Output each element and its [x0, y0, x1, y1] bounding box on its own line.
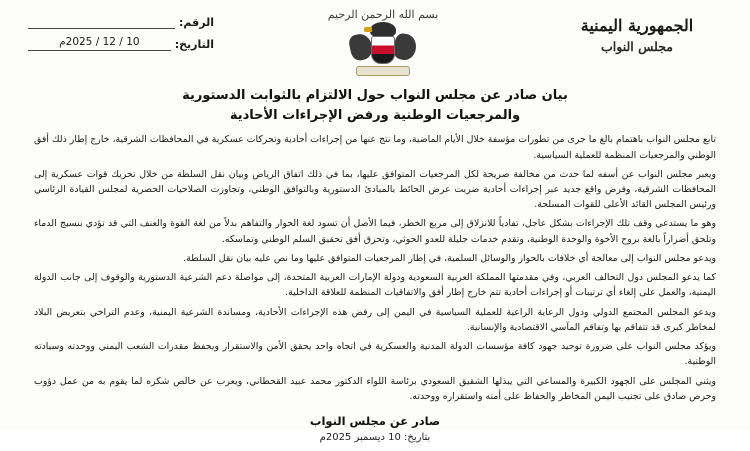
reference-number-row	[28, 14, 214, 29]
paragraph: ويدعو المجلس المجتمع الدولي ودول الرعاية الراعية للعملية السياسية في اليمن إلى رفض هذه الإجراءات الأحادية، ومساندة الشرعية اليمنية، وعدم التراخي بتعريض البلاد لمخاطر كبرى قد تتفاقم بها وتفاقم المآسي الاقتصادية والإنسانية.	[34, 306, 716, 333]
basmala-text: بسم الله الرحمن الرحيم	[327, 8, 439, 21]
page-title-line-2: والمرجعيات الوطنية ورفض الإجراءات الأحادية	[229, 108, 521, 124]
reference-number-value	[28, 14, 175, 29]
document-body	[28, 132, 722, 404]
reference-fields	[28, 6, 214, 58]
page-title	[70, 86, 681, 126]
paragraph: ويعبر مجلس النواب عن أسفه لما حدث من مخالفة صريحة لكل المرجعيات المتوافق عليها، بما في ذلك اتفاق الرياض وبيان نقل السلطة من خلال تحريك قوات عسكرية إلى المحافظات الشرقية، وفرض واقع جديد عبر إجراءات أحادية ضربت عرض الحائط بالمبادئ الدستورية وبالتوافق الوطني، وتجاوزت الصلاحيات الحصرية لمجلس القيادة الرئاسي ورئيس المجلس القائد الأعلى للقوات المسلحة.	[34, 168, 716, 211]
emblem-wing-right	[392, 32, 419, 62]
reference-date-label: التاريخ:	[174, 38, 214, 51]
emblem-scroll	[356, 66, 410, 76]
paragraph: ويدعو مجلس النواب إلى معالجة أي خلافات بالحوار والوسائل السلمية، في إطار المرجعيات المتوافق عليها وما نص عليه بيان نقل السلطة.	[183, 252, 716, 264]
signature-issuer: صادر عن مجلس النواب	[309, 414, 441, 429]
footer-spacer	[28, 443, 722, 451]
emblem-shield	[371, 36, 395, 64]
organization-title: الجمهورية اليمنية	[580, 16, 694, 35]
reference-date-row	[28, 36, 214, 51]
paragraph: تابع مجلس النواب باهتمام بالغ ما جرى من تطورات مؤسفة خلال الأيام الماضية، وما نتج عنها من إجراءات أحادية وتحركات عسكرية في المحافظات الشرقية، خارج إطار ذلك أفق الوطني والمرجعيات المنظمة للعملية السياسية.	[34, 134, 716, 161]
organization-block	[552, 6, 722, 54]
signature-block	[28, 414, 722, 443]
page-title-line-1: بيان صادر عن مجلس النواب حول الالتزام بالثوابت الدستورية	[182, 88, 568, 103]
paragraph: ويؤكد مجلس النواب على ضرورة توحيد جهود كافة مؤسسات الدولة المدنية والعسكرية في اتجاه واحد يحقق الأمن والاستقرار ويحفظ مقدرات الشعب اليمني ووحدته وسيادته الوطنية.	[34, 341, 716, 368]
signature-date: بتاريخ: 10 ديسمبر 2025م	[319, 432, 431, 444]
paragraph: كما يدعو المجلس دول التحالف العربي، وفي مقدمتها المملكة العربية السعودية ودولة الإمارات العربية المتحدة، إلى مواصلة دعم الشرعية الدستورية والوقوف إلى جانب الدولة اليمنية، والعمل على إلغاء أي ترتيبات أو إجراءات أحادية تتم خارج إطار أفق والاتفاقيات المنظمة للعلاقة الداخلية.	[34, 272, 716, 299]
organization-subtitle: مجلس النواب	[601, 39, 673, 54]
document-header	[28, 6, 722, 78]
emblem-block	[214, 6, 552, 76]
paragraph: وهو ما يستدعي وقف تلك الإجراءات بشكل عاجل، تفادياً للانزلاق إلى مربع الخطر، فيما الأصل أن تسود لغة الحوار والتفاهم بدلاً من لغة القوة والعنف التي قد تؤدي بنسيج الدماء وتلحق أضراراً بالغة بروح الأخوة والوحدة الوطنية، وتقدم خدمات جليلة للعدو الحوثي، وتحرق أفق تحقيق السلم الوطني وتماسكه.	[34, 218, 716, 245]
yemen-eagle-emblem-icon	[350, 22, 416, 76]
reference-number-label: الرقم:	[179, 16, 214, 29]
reference-date-value: 10 / 12 / 2025م	[28, 36, 171, 51]
paragraph: ويثني المجلس على الجهود الكبيرة والمساعي التي يبذلها الشقيق السعودي برئاسة اللواء الدكتور محمد عبيد القحطاني، ويعرب عن خالص شكره لما يقوم به من عمل دؤوب وحرص صادق على تجنيب اليمن المخاطر والحفاظ على أمنه واستقراره ووحدته.	[34, 375, 716, 402]
